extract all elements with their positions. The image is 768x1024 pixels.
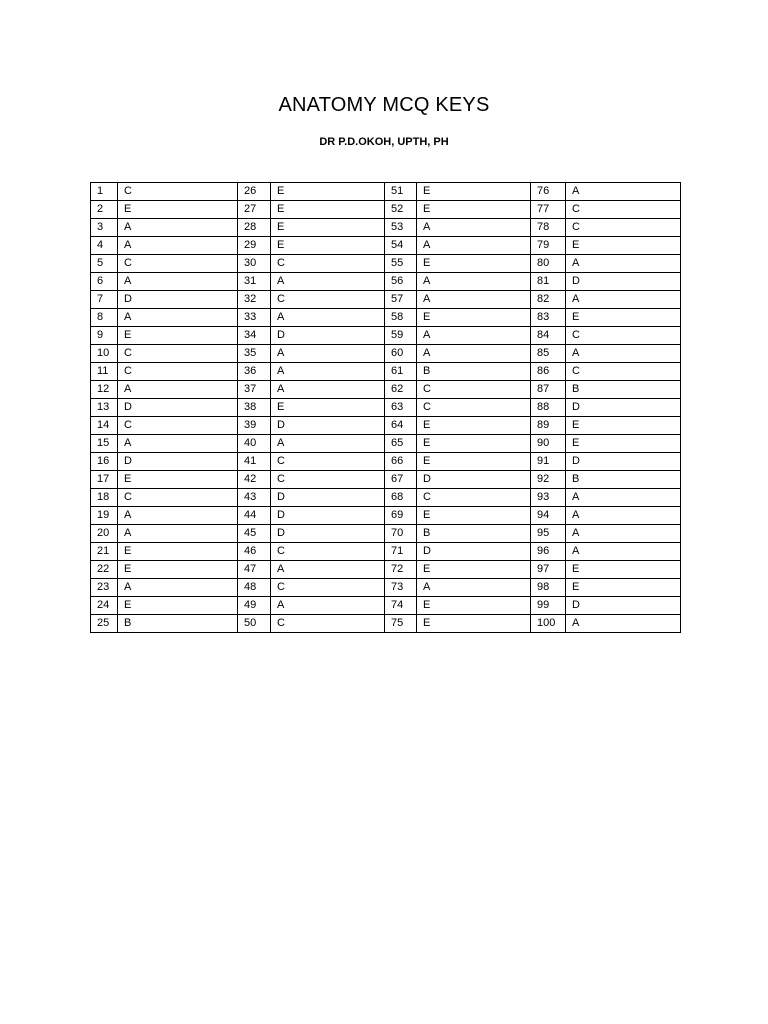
- question-number-cell: 37: [238, 381, 271, 399]
- question-number-cell: 76: [531, 183, 566, 201]
- question-number-cell: 6: [91, 273, 118, 291]
- answer-cell: A: [118, 507, 238, 525]
- answer-cell: A: [566, 615, 681, 633]
- question-number-cell: 71: [385, 543, 417, 561]
- answer-cell: C: [271, 471, 385, 489]
- question-number-cell: 42: [238, 471, 271, 489]
- table-row: [91, 201, 681, 219]
- answer-cell: A: [271, 363, 385, 381]
- answer-key-table: [90, 182, 681, 633]
- answer-cell: A: [566, 291, 681, 309]
- question-number-cell: 4: [91, 237, 118, 255]
- answer-cell: E: [566, 435, 681, 453]
- question-number-cell: 62: [385, 381, 417, 399]
- question-number-cell: 33: [238, 309, 271, 327]
- table-row: [91, 219, 681, 237]
- question-number-cell: 92: [531, 471, 566, 489]
- question-number-cell: 100: [531, 615, 566, 633]
- answer-cell: A: [566, 255, 681, 273]
- answer-cell: A: [118, 309, 238, 327]
- answer-cell: D: [118, 291, 238, 309]
- answer-cell: C: [566, 363, 681, 381]
- answer-cell: D: [566, 453, 681, 471]
- question-number-cell: 45: [238, 525, 271, 543]
- answer-cell: A: [271, 435, 385, 453]
- question-number-cell: 54: [385, 237, 417, 255]
- question-number-cell: 70: [385, 525, 417, 543]
- answer-cell: C: [118, 345, 238, 363]
- question-number-cell: 73: [385, 579, 417, 597]
- question-number-cell: 53: [385, 219, 417, 237]
- table-row: [91, 435, 681, 453]
- table-row: [91, 255, 681, 273]
- question-number-cell: 90: [531, 435, 566, 453]
- question-number-cell: 80: [531, 255, 566, 273]
- answer-cell: E: [417, 201, 531, 219]
- table-row: [91, 453, 681, 471]
- answer-cell: E: [566, 237, 681, 255]
- question-number-cell: 61: [385, 363, 417, 381]
- table-row: [91, 327, 681, 345]
- question-number-cell: 26: [238, 183, 271, 201]
- table-row: [91, 561, 681, 579]
- table-row: [91, 543, 681, 561]
- question-number-cell: 50: [238, 615, 271, 633]
- table-row: [91, 309, 681, 327]
- answer-cell: A: [566, 543, 681, 561]
- question-number-cell: 85: [531, 345, 566, 363]
- answer-cell: E: [118, 561, 238, 579]
- table-row: [91, 489, 681, 507]
- answer-cell: C: [271, 255, 385, 273]
- question-number-cell: 97: [531, 561, 566, 579]
- answer-cell: A: [566, 489, 681, 507]
- question-number-cell: 39: [238, 417, 271, 435]
- answer-cell: A: [271, 309, 385, 327]
- answer-cell: A: [417, 273, 531, 291]
- question-number-cell: 41: [238, 453, 271, 471]
- question-number-cell: 3: [91, 219, 118, 237]
- answer-cell: C: [118, 417, 238, 435]
- answer-cell: A: [271, 273, 385, 291]
- question-number-cell: 30: [238, 255, 271, 273]
- answer-cell: E: [118, 327, 238, 345]
- question-number-cell: 60: [385, 345, 417, 363]
- question-number-cell: 23: [91, 579, 118, 597]
- question-number-cell: 86: [531, 363, 566, 381]
- answer-cell: D: [271, 489, 385, 507]
- question-number-cell: 59: [385, 327, 417, 345]
- answer-cell: B: [566, 471, 681, 489]
- answer-cell: E: [271, 399, 385, 417]
- question-number-cell: 68: [385, 489, 417, 507]
- question-number-cell: 31: [238, 273, 271, 291]
- table-row: [91, 471, 681, 489]
- question-number-cell: 94: [531, 507, 566, 525]
- question-number-cell: 47: [238, 561, 271, 579]
- question-number-cell: 8: [91, 309, 118, 327]
- answer-cell: E: [417, 417, 531, 435]
- question-number-cell: 96: [531, 543, 566, 561]
- answer-cell: E: [417, 435, 531, 453]
- answer-cell: A: [118, 435, 238, 453]
- question-number-cell: 81: [531, 273, 566, 291]
- answer-cell: C: [271, 579, 385, 597]
- question-number-cell: 25: [91, 615, 118, 633]
- table-row: [91, 183, 681, 201]
- table-row: [91, 237, 681, 255]
- answer-cell: E: [417, 255, 531, 273]
- question-number-cell: 87: [531, 381, 566, 399]
- question-number-cell: 44: [238, 507, 271, 525]
- answer-cell: B: [417, 363, 531, 381]
- answer-cell: C: [566, 219, 681, 237]
- question-number-cell: 95: [531, 525, 566, 543]
- question-number-cell: 48: [238, 579, 271, 597]
- question-number-cell: 93: [531, 489, 566, 507]
- question-number-cell: 12: [91, 381, 118, 399]
- answer-cell: E: [417, 507, 531, 525]
- answer-cell: D: [118, 453, 238, 471]
- table-row: [91, 381, 681, 399]
- question-number-cell: 72: [385, 561, 417, 579]
- answer-cell: C: [271, 453, 385, 471]
- answer-cell: D: [271, 507, 385, 525]
- question-number-cell: 83: [531, 309, 566, 327]
- question-number-cell: 56: [385, 273, 417, 291]
- question-number-cell: 14: [91, 417, 118, 435]
- answer-cell: E: [271, 183, 385, 201]
- question-number-cell: 20: [91, 525, 118, 543]
- answer-cell: C: [417, 399, 531, 417]
- answer-cell: A: [566, 345, 681, 363]
- document-subtitle: DR P.D.OKOH, UPTH, PH: [319, 136, 449, 148]
- answer-cell: B: [417, 525, 531, 543]
- table-row: [91, 597, 681, 615]
- answer-cell: E: [118, 471, 238, 489]
- question-number-cell: 22: [91, 561, 118, 579]
- question-number-cell: 10: [91, 345, 118, 363]
- answer-cell: A: [271, 597, 385, 615]
- question-number-cell: 69: [385, 507, 417, 525]
- answer-cell: D: [566, 597, 681, 615]
- answer-cell: E: [417, 561, 531, 579]
- answer-cell: A: [271, 561, 385, 579]
- question-number-cell: 74: [385, 597, 417, 615]
- question-number-cell: 1: [91, 183, 118, 201]
- answer-cell: C: [118, 489, 238, 507]
- answer-cell: D: [118, 399, 238, 417]
- question-number-cell: 7: [91, 291, 118, 309]
- table-row: [91, 345, 681, 363]
- answer-cell: E: [417, 597, 531, 615]
- question-number-cell: 89: [531, 417, 566, 435]
- question-number-cell: 67: [385, 471, 417, 489]
- table-row: [91, 399, 681, 417]
- answer-cell: A: [417, 345, 531, 363]
- question-number-cell: 91: [531, 453, 566, 471]
- question-number-cell: 28: [238, 219, 271, 237]
- answer-cell: A: [417, 327, 531, 345]
- answer-cell: A: [566, 507, 681, 525]
- answer-cell: A: [566, 183, 681, 201]
- question-number-cell: 36: [238, 363, 271, 381]
- question-number-cell: 17: [91, 471, 118, 489]
- answer-cell: C: [271, 615, 385, 633]
- answer-cell: C: [271, 291, 385, 309]
- question-number-cell: 19: [91, 507, 118, 525]
- answer-cell: A: [417, 291, 531, 309]
- answer-cell: E: [566, 309, 681, 327]
- answer-cell: D: [566, 399, 681, 417]
- answer-cell: A: [118, 237, 238, 255]
- question-number-cell: 21: [91, 543, 118, 561]
- answer-cell: E: [417, 453, 531, 471]
- answer-cell: C: [417, 381, 531, 399]
- answer-cell: E: [417, 615, 531, 633]
- answer-cell: E: [566, 579, 681, 597]
- question-number-cell: 57: [385, 291, 417, 309]
- answer-cell: D: [417, 543, 531, 561]
- question-number-cell: 34: [238, 327, 271, 345]
- question-number-cell: 78: [531, 219, 566, 237]
- question-number-cell: 32: [238, 291, 271, 309]
- answer-cell: E: [417, 183, 531, 201]
- answer-cell: E: [118, 201, 238, 219]
- answer-cell: D: [417, 471, 531, 489]
- document-title: ANATOMY MCQ KEYS: [278, 94, 490, 116]
- question-number-cell: 38: [238, 399, 271, 417]
- answer-cell: E: [417, 309, 531, 327]
- question-number-cell: 11: [91, 363, 118, 381]
- question-number-cell: 35: [238, 345, 271, 363]
- answer-cell: D: [271, 417, 385, 435]
- answer-cell: A: [271, 381, 385, 399]
- table-row: [91, 273, 681, 291]
- answer-cell: A: [118, 381, 238, 399]
- table-row: [91, 417, 681, 435]
- question-number-cell: 49: [238, 597, 271, 615]
- question-number-cell: 55: [385, 255, 417, 273]
- question-number-cell: 58: [385, 309, 417, 327]
- question-number-cell: 13: [91, 399, 118, 417]
- answer-cell: E: [271, 219, 385, 237]
- question-number-cell: 29: [238, 237, 271, 255]
- answer-cell: C: [271, 543, 385, 561]
- question-number-cell: 24: [91, 597, 118, 615]
- answer-cell: D: [271, 327, 385, 345]
- question-number-cell: 5: [91, 255, 118, 273]
- answer-cell: C: [118, 363, 238, 381]
- question-number-cell: 75: [385, 615, 417, 633]
- question-number-cell: 64: [385, 417, 417, 435]
- answer-cell: A: [118, 579, 238, 597]
- answer-cell: E: [118, 597, 238, 615]
- answer-cell: D: [271, 525, 385, 543]
- answer-key-body: [91, 183, 681, 633]
- answer-cell: D: [566, 273, 681, 291]
- answer-cell: A: [417, 219, 531, 237]
- answer-cell: B: [118, 615, 238, 633]
- answer-cell: A: [417, 579, 531, 597]
- answer-cell: C: [566, 327, 681, 345]
- answer-cell: E: [271, 237, 385, 255]
- answer-cell: C: [118, 255, 238, 273]
- question-number-cell: 84: [531, 327, 566, 345]
- question-number-cell: 82: [531, 291, 566, 309]
- answer-cell: A: [566, 525, 681, 543]
- table-row: [91, 363, 681, 381]
- answer-cell: E: [118, 543, 238, 561]
- question-number-cell: 15: [91, 435, 118, 453]
- question-number-cell: 16: [91, 453, 118, 471]
- answer-cell: C: [118, 183, 238, 201]
- answer-cell: E: [566, 417, 681, 435]
- question-number-cell: 2: [91, 201, 118, 219]
- answer-cell: A: [118, 273, 238, 291]
- question-number-cell: 27: [238, 201, 271, 219]
- question-number-cell: 77: [531, 201, 566, 219]
- table-row: [91, 579, 681, 597]
- answer-cell: C: [417, 489, 531, 507]
- table-row: [91, 291, 681, 309]
- answer-cell: E: [271, 201, 385, 219]
- question-number-cell: 52: [385, 201, 417, 219]
- question-number-cell: 98: [531, 579, 566, 597]
- answer-cell: A: [118, 525, 238, 543]
- question-number-cell: 79: [531, 237, 566, 255]
- question-number-cell: 65: [385, 435, 417, 453]
- answer-cell: B: [566, 381, 681, 399]
- table-row: [91, 615, 681, 633]
- question-number-cell: 66: [385, 453, 417, 471]
- answer-cell: A: [417, 237, 531, 255]
- question-number-cell: 51: [385, 183, 417, 201]
- question-number-cell: 63: [385, 399, 417, 417]
- question-number-cell: 9: [91, 327, 118, 345]
- answer-cell: A: [271, 345, 385, 363]
- table-row: [91, 507, 681, 525]
- question-number-cell: 46: [238, 543, 271, 561]
- question-number-cell: 88: [531, 399, 566, 417]
- question-number-cell: 43: [238, 489, 271, 507]
- table-row: [91, 525, 681, 543]
- answer-cell: A: [118, 219, 238, 237]
- question-number-cell: 18: [91, 489, 118, 507]
- answer-cell: E: [566, 561, 681, 579]
- question-number-cell: 99: [531, 597, 566, 615]
- answer-cell: C: [566, 201, 681, 219]
- question-number-cell: 40: [238, 435, 271, 453]
